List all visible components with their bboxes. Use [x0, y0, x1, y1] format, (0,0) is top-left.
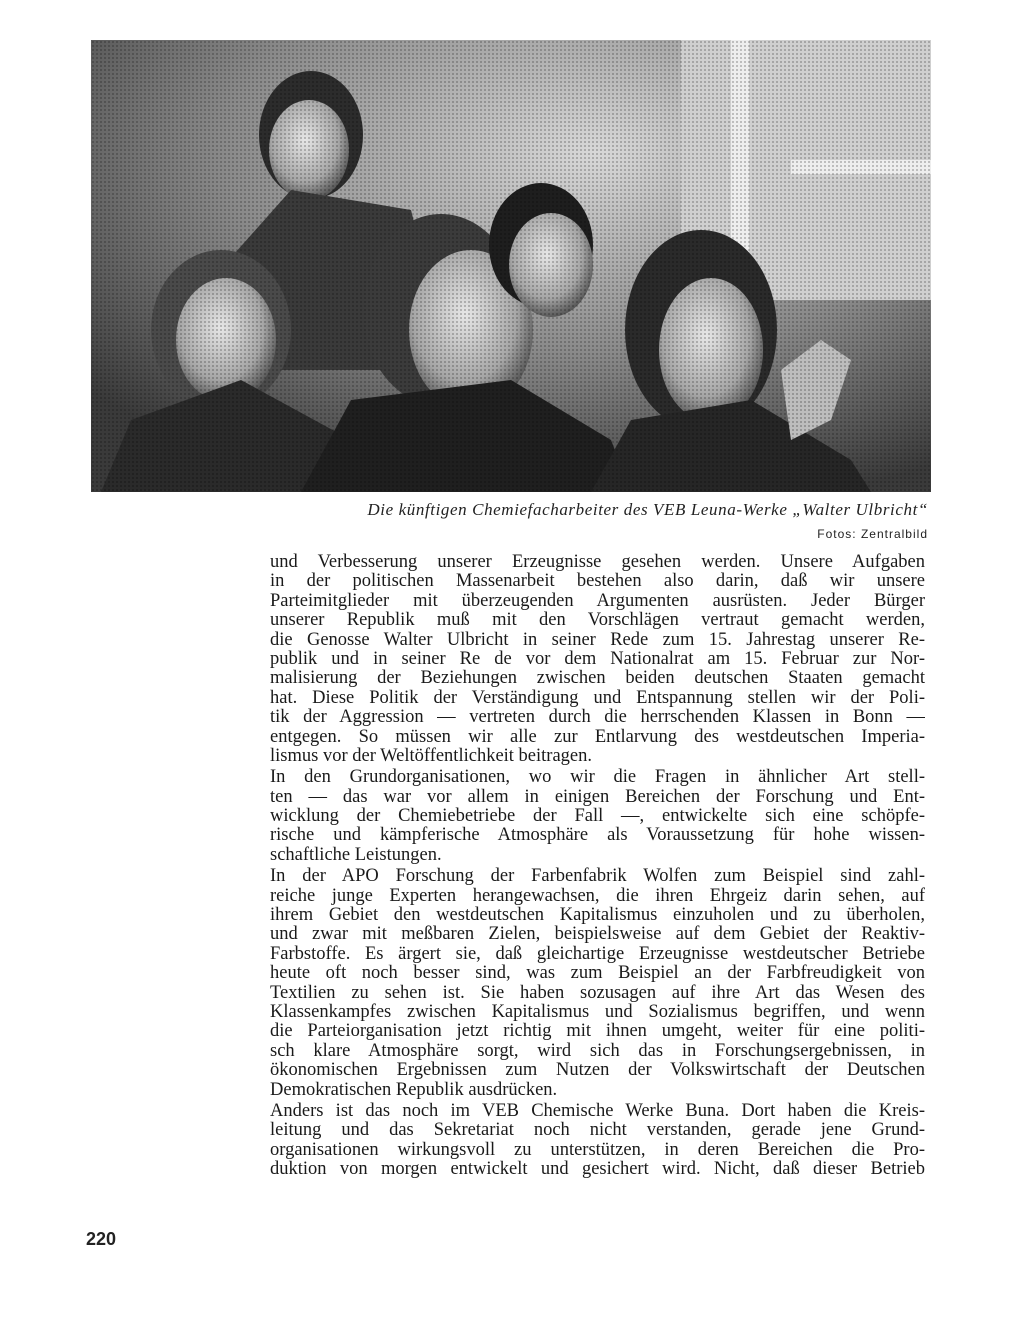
- text-line: die Genosse Walter Ulbricht in seiner Rede zum 15. Jahrestag unserer Re-: [270, 630, 925, 650]
- text-line: in der politischen Massenarbeit bestehen also darin, daß wir unsere: [270, 572, 925, 592]
- text-line: Farbstoffe. Es ärgert sie, daß gleichartige Erzeugnisse westdeutscher Betriebe: [270, 944, 925, 964]
- text-line: und zwar mit meßbaren Zielen, beispielsweise auf dem Gebiet der Reaktiv-: [270, 925, 925, 945]
- paragraph: [270, 553, 925, 766]
- article-body: [270, 553, 925, 1180]
- text-line: In der APO Forschung der Farbenfabrik Wolfen zum Beispiel sind zahl-: [270, 867, 925, 887]
- text-line: Textilien zu sehen ist. Sie haben sozusagen auf ihre Art das Wesen des: [270, 983, 925, 1003]
- text-line: ten — das war vor allem in einigen Bereichen der Forschung und Ent-: [270, 787, 925, 807]
- text-line: tik der Aggression — vertreten durch die herrschenden Klassen in Bonn —: [270, 708, 925, 728]
- photo-credit: Fotos: Zentralbild: [817, 527, 928, 541]
- text-line: entgegen. So müssen wir alle zur Entlarvung des westdeutschen Imperia-: [270, 727, 925, 747]
- text-line: Parteimitglieder mit überzeugenden Argumenten ausrüsten. Jeder Bürger: [270, 591, 925, 611]
- text-line: publik und in seiner Re de vor dem Nationalrat am 15. Februar zur Nor-: [270, 649, 925, 669]
- text-line: schaftliche Leistungen.: [270, 845, 442, 865]
- text-line: malisierung der Beziehungen zwischen beiden deutschen Staaten gemacht: [270, 669, 925, 689]
- text-line: leitung und das Sekretariat noch nicht verstanden, gerade jene Grund-: [270, 1121, 925, 1141]
- paragraph: [270, 1102, 925, 1180]
- text-line: wicklung der Chemiebetriebe der Fall —, entwickelte sich eine schöpfe-: [270, 807, 925, 827]
- text-line: reiche junge Experten herangewachsen, die ihren Ehrgeiz darin sehen, auf: [270, 886, 925, 906]
- text-line: unserer Republik muß mit den Vorschlägen vertraut gemacht werden,: [270, 611, 925, 631]
- text-line: heute oft noch besser sind, was zum Beispiel an der Farbfreudigkeit von: [270, 964, 925, 984]
- text-line: In den Grundorganisationen, wo wir die Fragen in ähnlicher Art stell-: [270, 768, 925, 788]
- paragraph: [270, 768, 925, 865]
- text-line: ihrem Gebiet den westdeutschen Kapitalismus einzuholen und zu überholen,: [270, 906, 925, 926]
- photo-caption: Die künftigen Chemiefacharbeiter des VEB Leuna-Werke „Walter Ulbricht“: [367, 500, 928, 519]
- group-photo: [91, 40, 931, 492]
- text-line: Demokratischen Republik ausdrücken.: [270, 1080, 558, 1100]
- text-line: und Verbesserung unserer Erzeugnisse gesehen werden. Unsere Aufgaben: [270, 553, 925, 572]
- text-line: duktion von morgen entwickelt und gesichert wird. Nicht, daß dieser Betrieb: [270, 1160, 925, 1180]
- text-line: lismus vor der Weltöffentlichkeit beitragen.: [270, 746, 593, 766]
- text-line: sch klare Atmosphäre sorgt, wird sich das in Forschungsergebnissen, in: [270, 1041, 925, 1061]
- text-line: organisationen wirkungsvoll zu unterstützen, in deren Bereichen die Pro-: [270, 1140, 925, 1160]
- text-line: Anders ist das noch im VEB Chemische Werke Buna. Dort haben die Kreis-: [270, 1101, 925, 1121]
- page-number: 220: [86, 1229, 117, 1249]
- text-line: hat. Diese Politik der Verständigung und Entspannung stellen wir der Poli-: [270, 688, 925, 708]
- text-line: die Parteiorganisation jetzt richtig mit ihnen umgeht, weiter für eine politi-: [270, 1022, 925, 1042]
- text-line: ökonomischen Ergebnissen zum Nutzen der Volkswirtschaft der Deutschen: [270, 1061, 925, 1081]
- photo-group-icon: [91, 40, 931, 492]
- text-line: rische und kämpferische Atmosphäre als Voraussetzung für hohe wissen-: [270, 826, 925, 846]
- paragraph: [270, 867, 925, 1100]
- text-line: Klassenkampfes zwischen Kapitalismus und Sozialismus begriffen, und wenn: [270, 1002, 925, 1022]
